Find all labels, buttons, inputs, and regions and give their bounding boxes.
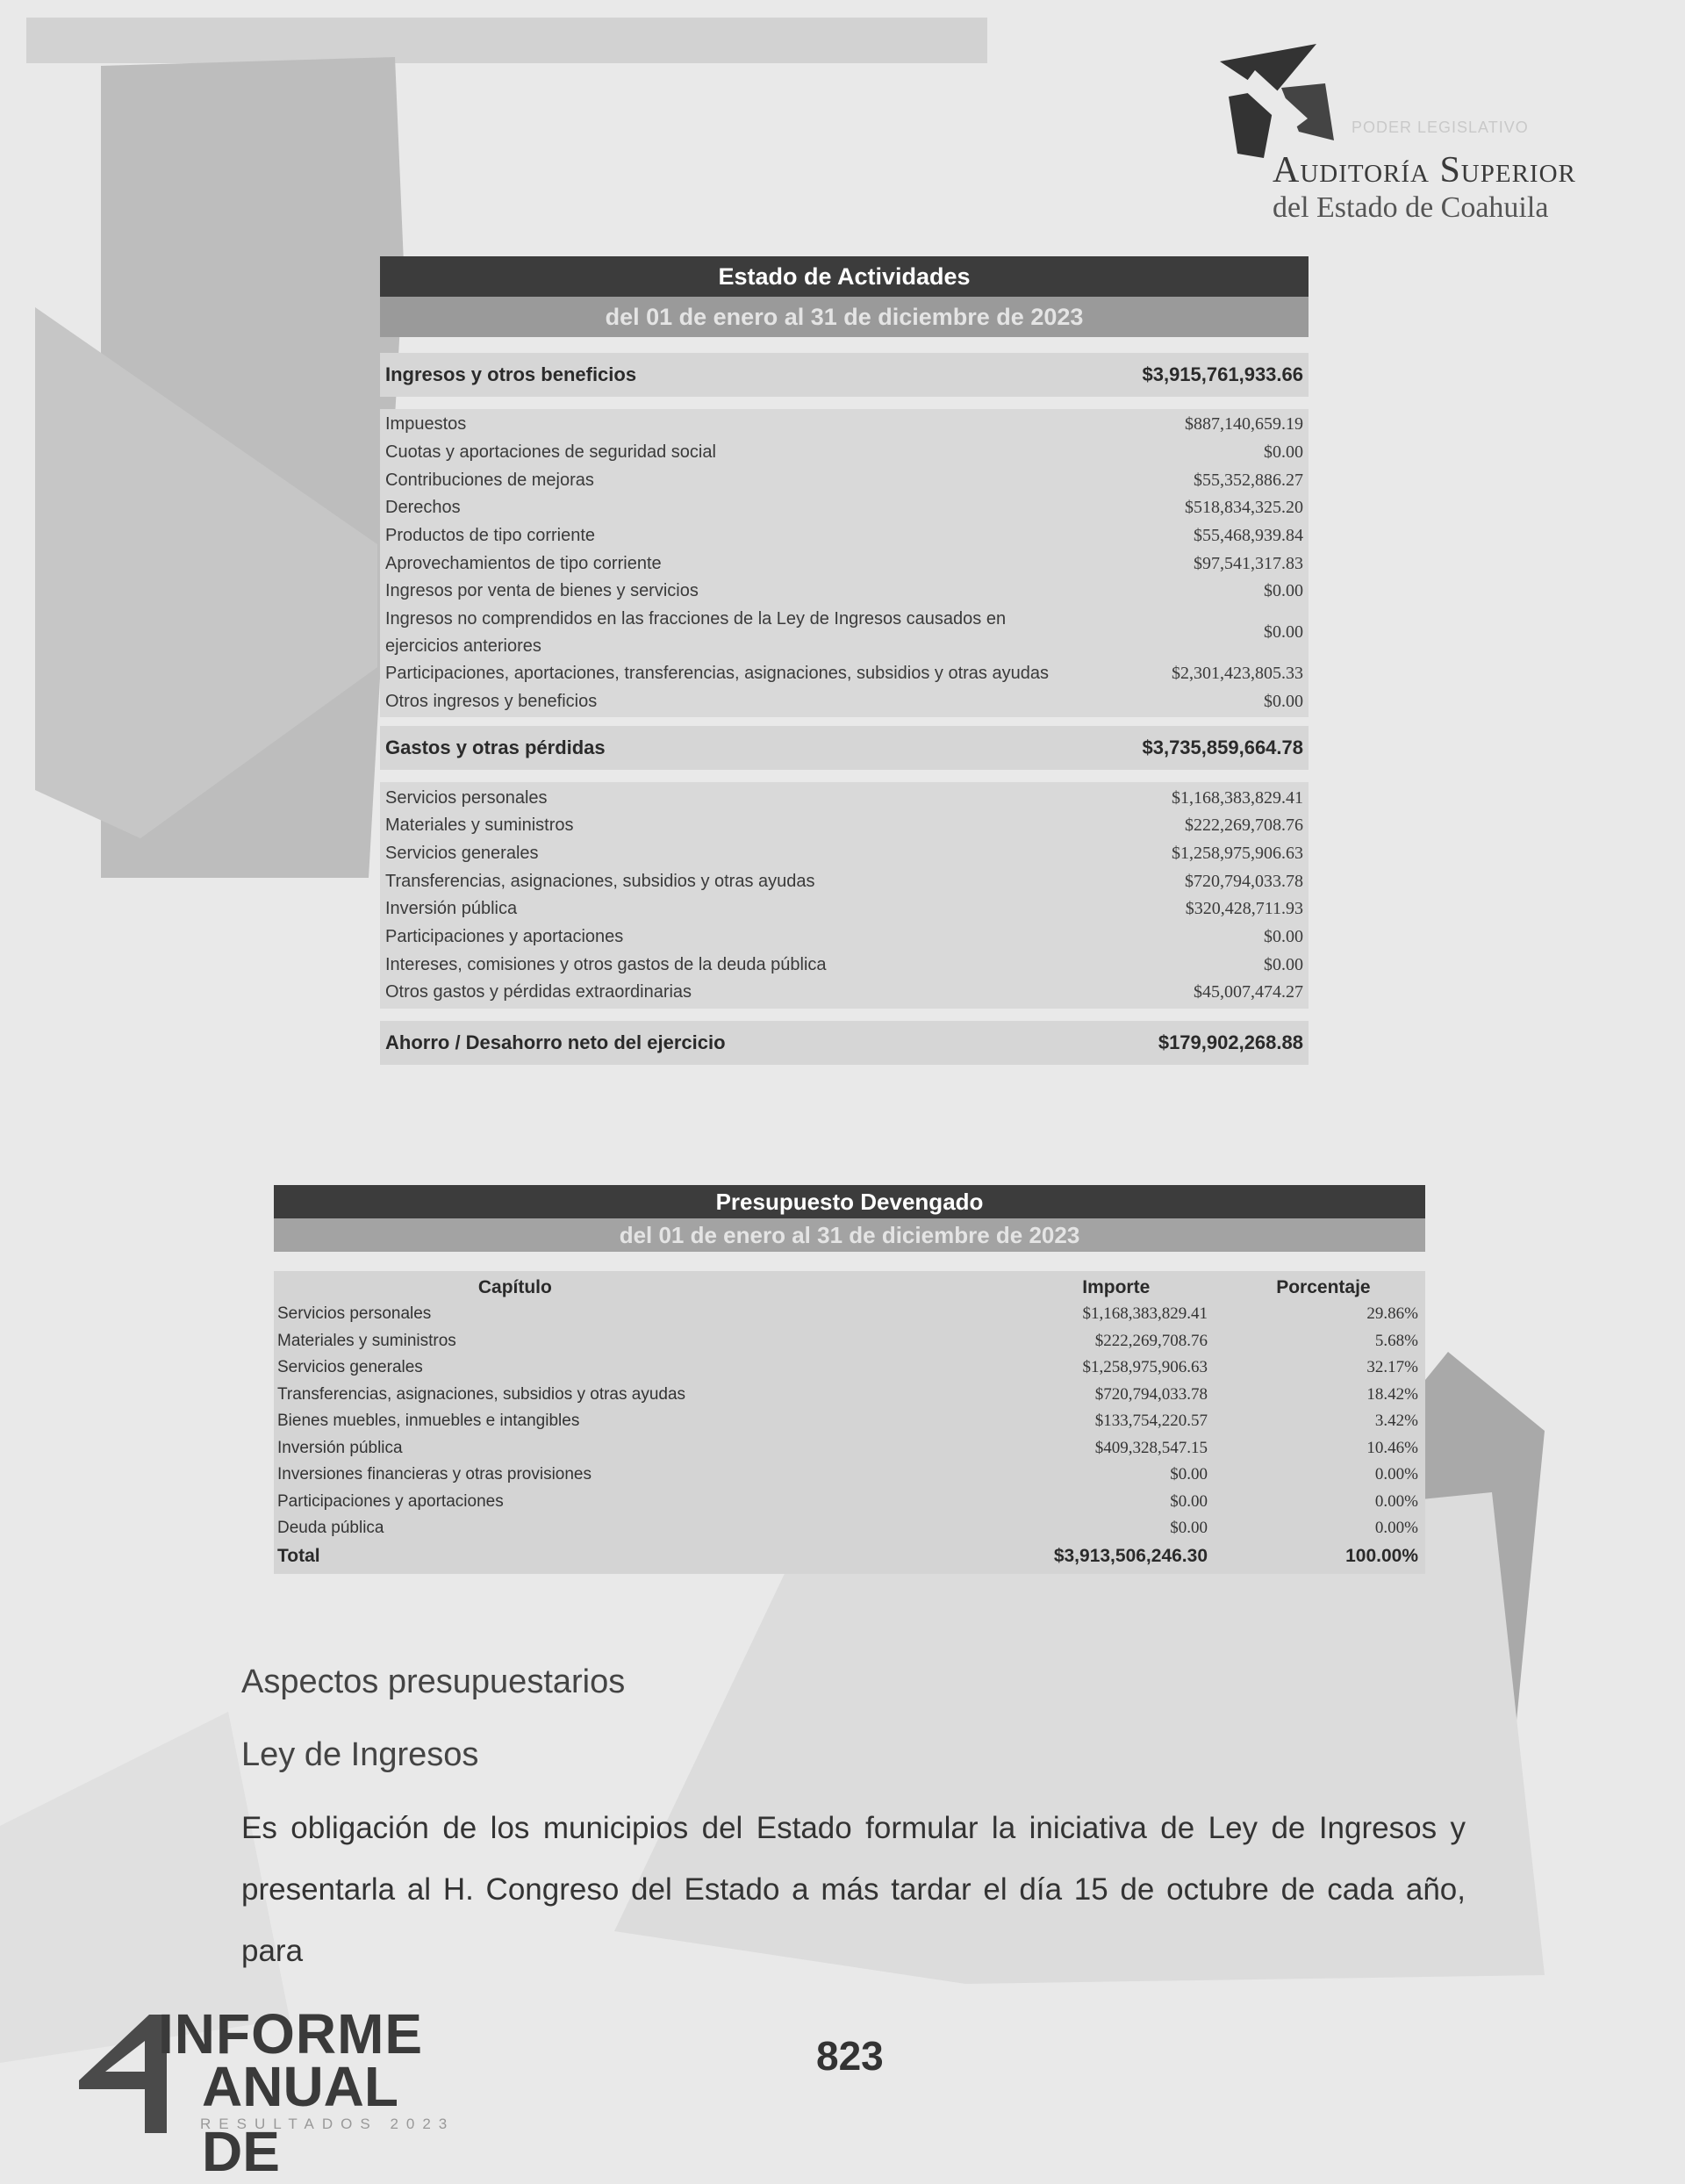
table-row: Transferencias, asignaciones, subsidios y otras ayudas $720,794,033.78 [385,871,1303,891]
ingresos-total: $3,915,761,933.66 [1142,363,1303,385]
gastos-label: Gastos y otras pérdidas [385,736,606,759]
table-row: Derechos $518,834,325.20 [385,498,1303,518]
total-label: Total [277,1545,320,1566]
page-number: 823 [816,2033,884,2079]
table-row: Participaciones y aportaciones $0.00 [385,926,1303,946]
table-title: Presupuesto Devengado [274,1185,1425,1218]
ingresos-summary-row [380,353,1309,397]
top-band-shape [26,18,987,63]
body-paragraph: Es obligación de los municipios del Estado formular la iniciativa de Ley de Ingresos y presentarla al H. Congreso del Estado a más tardar el día 15 de octubre de cada año, para [241,1811,1466,1968]
header-capitulo: Capítulo [477,1277,552,1297]
logo-subtitle: del Estado de Coahuila [1273,191,1549,224]
table-row: Servicios generales $1,258,975,906.63 32.17% [277,1358,1418,1377]
table-row: Otros gastos y pérdidas extraordinarias $45,007,474.27 [385,982,1303,1002]
gastos-summary-row [380,726,1309,770]
ahorro-row [380,1021,1309,1065]
table-row: Transferencias, asignaciones, subsidios y otras ayudas $720,794,033.78 18.42% [277,1384,1418,1404]
table-row: Participaciones, aportaciones, transferencias, asignaciones, subsidios y otras ayudas $2,301,423,805.33 [385,664,1303,684]
ahorro-label: Ahorro / Desahorro neto del ejercicio [385,1031,726,1053]
table-row: Servicios personales $1,168,383,829.41 [385,787,1303,808]
ingresos-label: Ingresos y otros beneficios [385,363,637,385]
logo-title: Auditoría Superior [1273,150,1576,190]
table-row: Inversión pública $409,328,547.15 10.46% [277,1438,1418,1457]
table-row: Materiales y suministros $222,269,708.76 [385,815,1303,836]
gastos-total: $3,735,859,664.78 [1142,736,1303,759]
table-period: del 01 de enero al 31 de diciembre de 2023 [380,297,1309,337]
subsection-heading: Ley de Ingresos [241,1736,479,1773]
informe-anual-logo [70,2001,455,2183]
presupuesto-devengado-table [274,1185,1425,1574]
header-importe: Importe [1082,1277,1151,1297]
logo-line-1: INFORME [158,2002,424,2065]
table-total-row [277,1542,1422,1570]
table-row: Cuotas y aportaciones de seguridad social $0.00 [385,442,1303,463]
table-title: Estado de Actividades [380,256,1309,297]
total-porcentaje: 100.00% [1345,1545,1418,1566]
table-header-row [277,1275,1422,1301]
table-row: Otros ingresos y beneficios $0.00 [385,691,1303,711]
table-row: Impuestos $887,140,659.19 [385,414,1303,435]
table-row: Contribuciones de mejoras $55,352,886.27 [385,470,1303,490]
section-heading: Aspectos presupuestarios [241,1663,626,1700]
table-row: Bienes muebles, inmuebles e intangibles $133,754,220.57 3.42% [277,1412,1418,1431]
logo-small-text: PODER LEGISLATIVO [1352,119,1529,136]
table-row: Ingresos no comprendidos en las fracciones de la Ley de Ingresos causados en ejercicios anteriores $0.00 [385,608,1303,656]
table-row: Aprovechamientos de tipo corriente $97,541,317.83 [385,553,1303,573]
table-row: Inversiones financieras y otras provisiones $0.00 0.00% [277,1465,1418,1484]
table-row: Deuda pública $0.00 0.00% [277,1519,1418,1538]
table-row: Ingresos por venta de bienes y servicios $0.00 [385,581,1303,601]
ingresos-items [380,409,1309,717]
total-importe: $3,913,506,246.30 [1053,1545,1208,1566]
table-row: Materiales y suministros $222,269,708.76 5.68% [277,1331,1418,1350]
logo-mark-icon [1211,35,1343,167]
table-period: del 01 de enero al 31 de diciembre de 2023 [274,1218,1425,1252]
logo-line-2: ANUAL DE [202,2055,398,2183]
estado-actividades-table [380,256,1309,1065]
auditoria-logo [1211,35,1624,228]
logo-line-3: RESULTADOS 2023 [200,2116,455,2132]
table-row: Productos de tipo corriente $55,468,939.84 [385,526,1303,546]
ahorro-value: $179,902,268.88 [1158,1031,1303,1053]
header-porcentaje: Porcentaje [1276,1277,1371,1297]
table-row: Servicios personales $1,168,383,829.41 29.86% [277,1304,1418,1324]
presupuesto-body [274,1271,1425,1574]
gastos-items [380,782,1309,1009]
table-row: Intereses, comisiones y otros gastos de la deuda pública $0.00 [385,954,1303,974]
table-row: Participaciones y aportaciones $0.00 0.00% [277,1491,1418,1511]
table-row: Inversión pública $320,428,711.93 [385,899,1303,919]
table-row: Servicios generales $1,258,975,906.63 [385,843,1303,863]
